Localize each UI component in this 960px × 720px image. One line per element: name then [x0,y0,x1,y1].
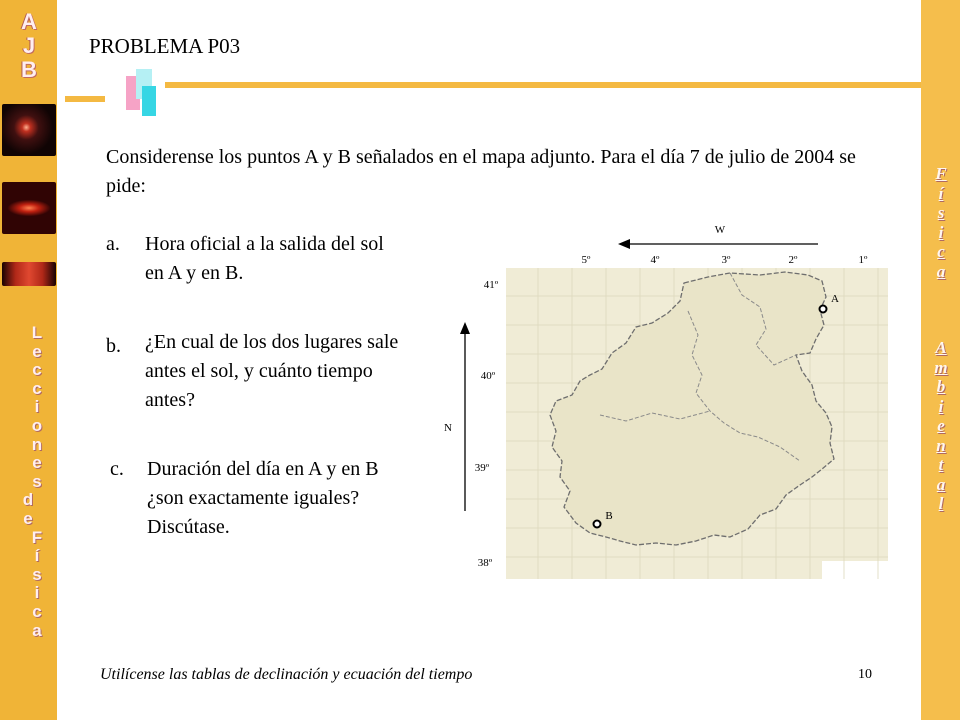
longitude-label: 2º [788,254,798,266]
subject-letter: b [936,377,946,396]
spectrum-thumbnail [2,262,56,286]
series-letter: s [32,471,42,491]
series-letter: d [22,490,34,510]
question-b-text: ¿En cual de los dos lugares sale antes el sol, y cuánto tiempo antes? [145,331,399,411]
subject-letter: t [938,455,944,474]
series-letter: c [32,601,42,621]
series-letter: o [31,415,43,435]
series-letter: a [32,620,42,640]
north-arrow-head [460,322,470,334]
subject-letter: n [936,435,946,455]
longitude-label: 3º [721,254,731,266]
question-a-letter: a. [106,233,120,255]
longitude-label: 5º [581,254,591,266]
logo-letter-j: J [22,33,36,58]
series-letter: n [31,434,43,454]
latitude-label: 39º [474,462,490,474]
question-a-text: Hora oficial a la salida del sol en A y en B. [145,233,384,284]
lab-photo-thumbnail [2,104,56,156]
header-rule-long [165,82,921,88]
question-c [106,455,406,545]
laser-photo-thumbnail [2,182,56,234]
logo-letter-a: A [21,9,37,34]
point-a-label: A [831,293,839,305]
point-a-marker [820,306,827,313]
subject-letter: a [936,474,946,494]
longitude-label: 1º [858,254,868,266]
subject-letter: A [935,338,947,357]
series-letter: F [31,527,43,547]
subject-letter: m [934,357,948,377]
subject-letter: e [937,416,945,435]
region-map [430,215,900,595]
question-b [106,328,406,418]
series-letter: e [32,341,42,361]
ajb-logo [10,10,48,82]
subject-letter: s [937,203,945,222]
decorative-block [142,86,156,116]
subject-letter: í [938,183,944,203]
series-letter: c [32,378,42,398]
latitude-label: 40º [480,370,496,382]
point-b-label: B [605,510,613,522]
north-label: N [444,422,452,434]
logo-letter-b: B [21,57,37,82]
series-letter: c [32,360,42,380]
subject-letter: l [938,494,944,513]
subject-letter: F [935,164,947,183]
page-number: 10 [858,667,872,682]
question-b-letter: b. [106,335,121,357]
lecciones-de-fisica-label [22,324,52,640]
page-title: PROBLEMA P03 [89,34,241,58]
latitude-label: 41º [483,279,499,291]
point-b-marker [594,521,601,528]
fisica-label [928,164,954,281]
question-c-text: Duración del día en A y en B ¿son exactamente iguales? Discútase. [147,458,379,538]
subject-letter: a [936,261,946,281]
west-arrow-head [618,239,630,249]
series-letter: í [34,546,40,566]
longitude-label: 4º [650,254,660,266]
west-label: W [714,224,726,236]
footer-note: Utilícense las tablas de declinación y ecuación del tiempo [100,666,473,683]
question-a [106,230,406,290]
header-rule-short [65,96,105,102]
series-letter: s [32,564,42,584]
subject-letter: i [938,396,944,416]
ambiental-label [928,338,954,514]
subject-letter: i [938,222,944,242]
latitude-label: 38º [477,557,493,569]
problem-intro: Considerense los puntos A y B señalados en el mapa adjunto. Para el día 7 de julio de 2004 se pide: [106,146,856,197]
subject-letter: c [937,242,945,261]
series-letter: e [32,453,42,473]
series-letter: L [31,323,43,342]
question-c-letter: c. [110,458,124,480]
series-letter: i [34,583,40,603]
series-letter: e [23,508,33,528]
series-letter: i [34,397,40,417]
